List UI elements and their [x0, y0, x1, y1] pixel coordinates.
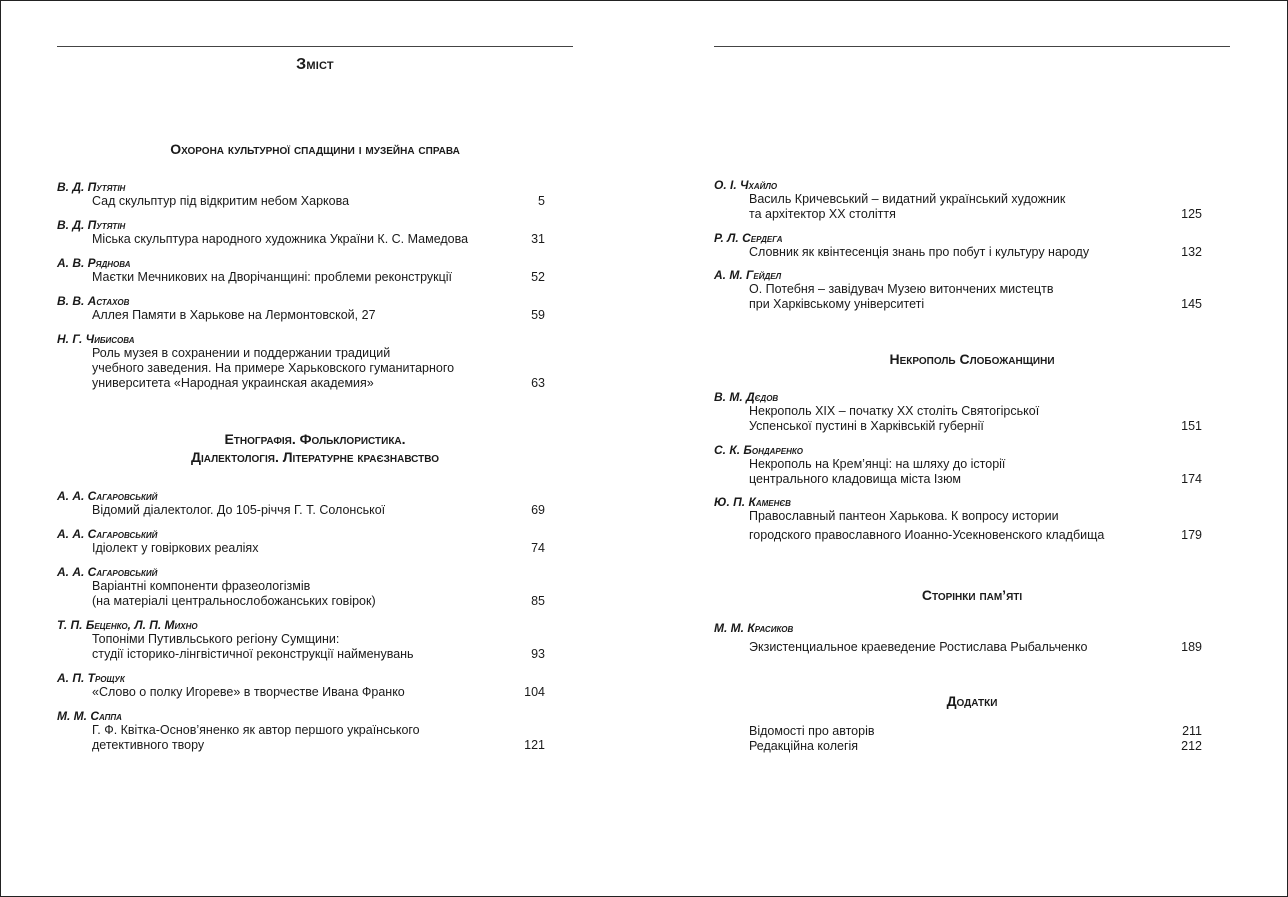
toc-entry-geydel[interactable]: [714, 268, 1230, 312]
entry-page-number: 104: [524, 685, 545, 699]
entry-title: Некрополь ХІХ – початку ХХ століть Святогірської: [749, 404, 1040, 418]
entry-title: Редакційна колегія: [749, 739, 859, 753]
toc-entry-krasikov[interactable]: [714, 621, 1230, 655]
entry-title: Міська скульптура народного художника України К. С. Мамедова: [92, 232, 469, 246]
entry-page-number: 174: [1181, 472, 1202, 486]
section-heading-line: Некрополь Слобожанщини: [889, 351, 1055, 367]
entry-page-number: 121: [524, 738, 545, 752]
entry-page-number: 31: [531, 232, 545, 246]
toc-entry-chkhaylo[interactable]: [714, 178, 1230, 222]
toc-entry-serdega[interactable]: [714, 231, 1230, 260]
toc-entry-putyatin-1[interactable]: [57, 180, 573, 209]
toc-entry-troshchuk[interactable]: [57, 671, 573, 700]
entry-author: В. В. Астахов: [57, 294, 130, 308]
toc-entry-putyatin-2[interactable]: [57, 218, 573, 247]
toc-entry-kamenev[interactable]: [714, 495, 1230, 543]
entry-author: Ю. П. Каменєв: [714, 495, 791, 509]
section-heading-line: Додатки: [946, 693, 998, 709]
entry-author: О. І. Чхайло: [714, 178, 778, 192]
entry-title: студії історико-лінгвістичної реконструкції найменувань: [92, 647, 414, 661]
entry-author: А. П. Трощук: [57, 671, 125, 685]
entry-author: В. М. Дєдов: [714, 390, 779, 404]
entry-author: А. М. Гейдел: [714, 268, 782, 282]
entry-page-number: 189: [1181, 640, 1202, 654]
entry-page-number: 211: [1182, 724, 1202, 738]
entry-title: Некрополь на Крем’янці: на шляху до історії: [749, 457, 1006, 471]
entry-title: городского православного Иоанно-Усекновенского кладбища: [749, 528, 1105, 542]
entry-author: С. К. Бондаренко: [714, 443, 803, 457]
entry-title: Сад скульптур під відкритим небом Харкова: [92, 194, 350, 208]
entry-page-number: 59: [531, 308, 545, 322]
entry-title: Маєтки Мечникових на Дворічанщині: проблеми реконструкції: [92, 270, 453, 284]
entry-author: А. А. Сагаровський: [57, 565, 158, 579]
section-heading-line: Етнографія. Фольклористика.: [224, 431, 406, 447]
toc-entry-astakhov[interactable]: [57, 294, 573, 323]
section-heading-line: Охорона культурної спадщини і музейна справа: [170, 141, 460, 157]
entry-title: «Слово о полку Игореве» в творчестве Ивана Франко: [92, 685, 405, 699]
right-header-rule: [714, 46, 1230, 47]
entry-author: Н. Г. Чибисова: [57, 332, 135, 346]
entry-title: Василь Кричевський – видатний український художник: [749, 192, 1066, 206]
section-heading-line: Діалектологія. Літературне краєзнавство: [190, 449, 440, 465]
toc-entry-ryadnova[interactable]: [57, 256, 573, 285]
section-heading-ethnography: [57, 430, 573, 466]
entry-title: при Харківському університеті: [749, 297, 925, 311]
section-heading-necropolis: [714, 350, 1230, 368]
entry-title: учебного заведения. На примере Харьковского гуманитарного: [92, 361, 455, 375]
entry-page-number: 52: [531, 270, 545, 284]
entry-author: В. Д. Путятін: [57, 180, 126, 194]
entry-title: Варіантні компоненти фразеологізмів: [92, 579, 311, 593]
toc-entry-sagarovsky-2[interactable]: [57, 527, 573, 556]
entry-author: Р. Л. Сердега: [714, 231, 783, 245]
entry-author: Т. П. Беценко, Л. П. Михно: [57, 618, 198, 632]
toc-entry-about-authors[interactable]: [714, 724, 1230, 739]
toc-entry-dedov[interactable]: [714, 390, 1230, 434]
entry-title: Відомості про авторів: [749, 724, 875, 738]
entry-title: О. Потебня – завідувач Музею витончених мистецтв: [749, 282, 1054, 296]
toc-entry-sagarovsky-1[interactable]: [57, 489, 573, 518]
entry-title: Топоніми Путивльського регіону Сумщини:: [92, 632, 340, 646]
entry-title: Экзистенциальное краеведение Ростислава Рыбальченко: [749, 640, 1088, 654]
entry-title: Ідіолект у говіркових реаліях: [92, 541, 259, 555]
entry-title: детективного твору: [92, 738, 205, 752]
entry-title: Православный пантеон Харькова. К вопросу истории: [749, 509, 1059, 523]
entry-title: университета «Народная украинская академия»: [92, 376, 374, 390]
toc-entry-sagarovsky-3[interactable]: [57, 565, 573, 609]
entry-title: Г. Ф. Квітка-Основ’яненко як автор першого українського: [92, 723, 420, 737]
section-heading-appendices: [714, 692, 1230, 710]
section-heading-line: Сторінки пам’яті: [921, 587, 1023, 603]
entry-author: А. А. Сагаровський: [57, 489, 158, 503]
section-heading-heritage: [57, 140, 573, 158]
entry-author: М. М. Саппа: [57, 709, 122, 723]
entry-author: А. В. Ряднова: [57, 256, 131, 270]
entry-author: М. М. Красиков: [714, 621, 794, 635]
entry-author: В. Д. Путятін: [57, 218, 126, 232]
toc-entry-bondarenko[interactable]: [714, 443, 1230, 487]
entry-title: Словник як квінтесенція знань про побут і культуру народу: [749, 245, 1090, 259]
entry-page-number: 212: [1181, 739, 1202, 753]
toc-entry-sappa[interactable]: [57, 709, 573, 753]
entry-page-number: 179: [1181, 528, 1202, 542]
entry-page-number: 151: [1181, 419, 1202, 433]
entry-page-number: 132: [1181, 245, 1202, 259]
entry-page-number: 145: [1181, 297, 1202, 311]
entry-title: Відомий діалектолог. До 105-річчя Г. Т. Солонської: [92, 503, 386, 517]
toc-entry-chibisova[interactable]: [57, 332, 573, 391]
entry-page-number: 63: [531, 376, 545, 390]
toc-entry-betsenko-mykhno[interactable]: [57, 618, 573, 662]
entry-page-number: 85: [531, 594, 545, 608]
entry-page-number: 5: [538, 194, 545, 208]
entry-title: Аллея Памяти в Харькове на Лермонтовской, 27: [92, 308, 376, 322]
entry-title: центрального кладовища міста Ізюм: [749, 472, 961, 486]
toc-title: Зміст: [296, 56, 334, 73]
entry-title: (на матеріалі центральнослобожанських говірок): [92, 594, 376, 608]
left-header-rule: [57, 46, 573, 47]
entry-author: А. А. Сагаровський: [57, 527, 158, 541]
entry-page-number: 69: [531, 503, 545, 517]
entry-title: Успенської пустині в Харківській губернії: [749, 419, 984, 433]
toc-entry-editorial-board[interactable]: [714, 739, 1230, 754]
entry-page-number: 125: [1181, 207, 1202, 221]
entry-page-number: 93: [531, 647, 545, 661]
section-heading-memory-pages: [714, 586, 1230, 604]
entry-page-number: 74: [531, 541, 545, 555]
entry-title: Роль музея в сохранении и поддержании традиций: [92, 346, 391, 360]
entry-title: та архітектор ХХ століття: [749, 207, 896, 221]
